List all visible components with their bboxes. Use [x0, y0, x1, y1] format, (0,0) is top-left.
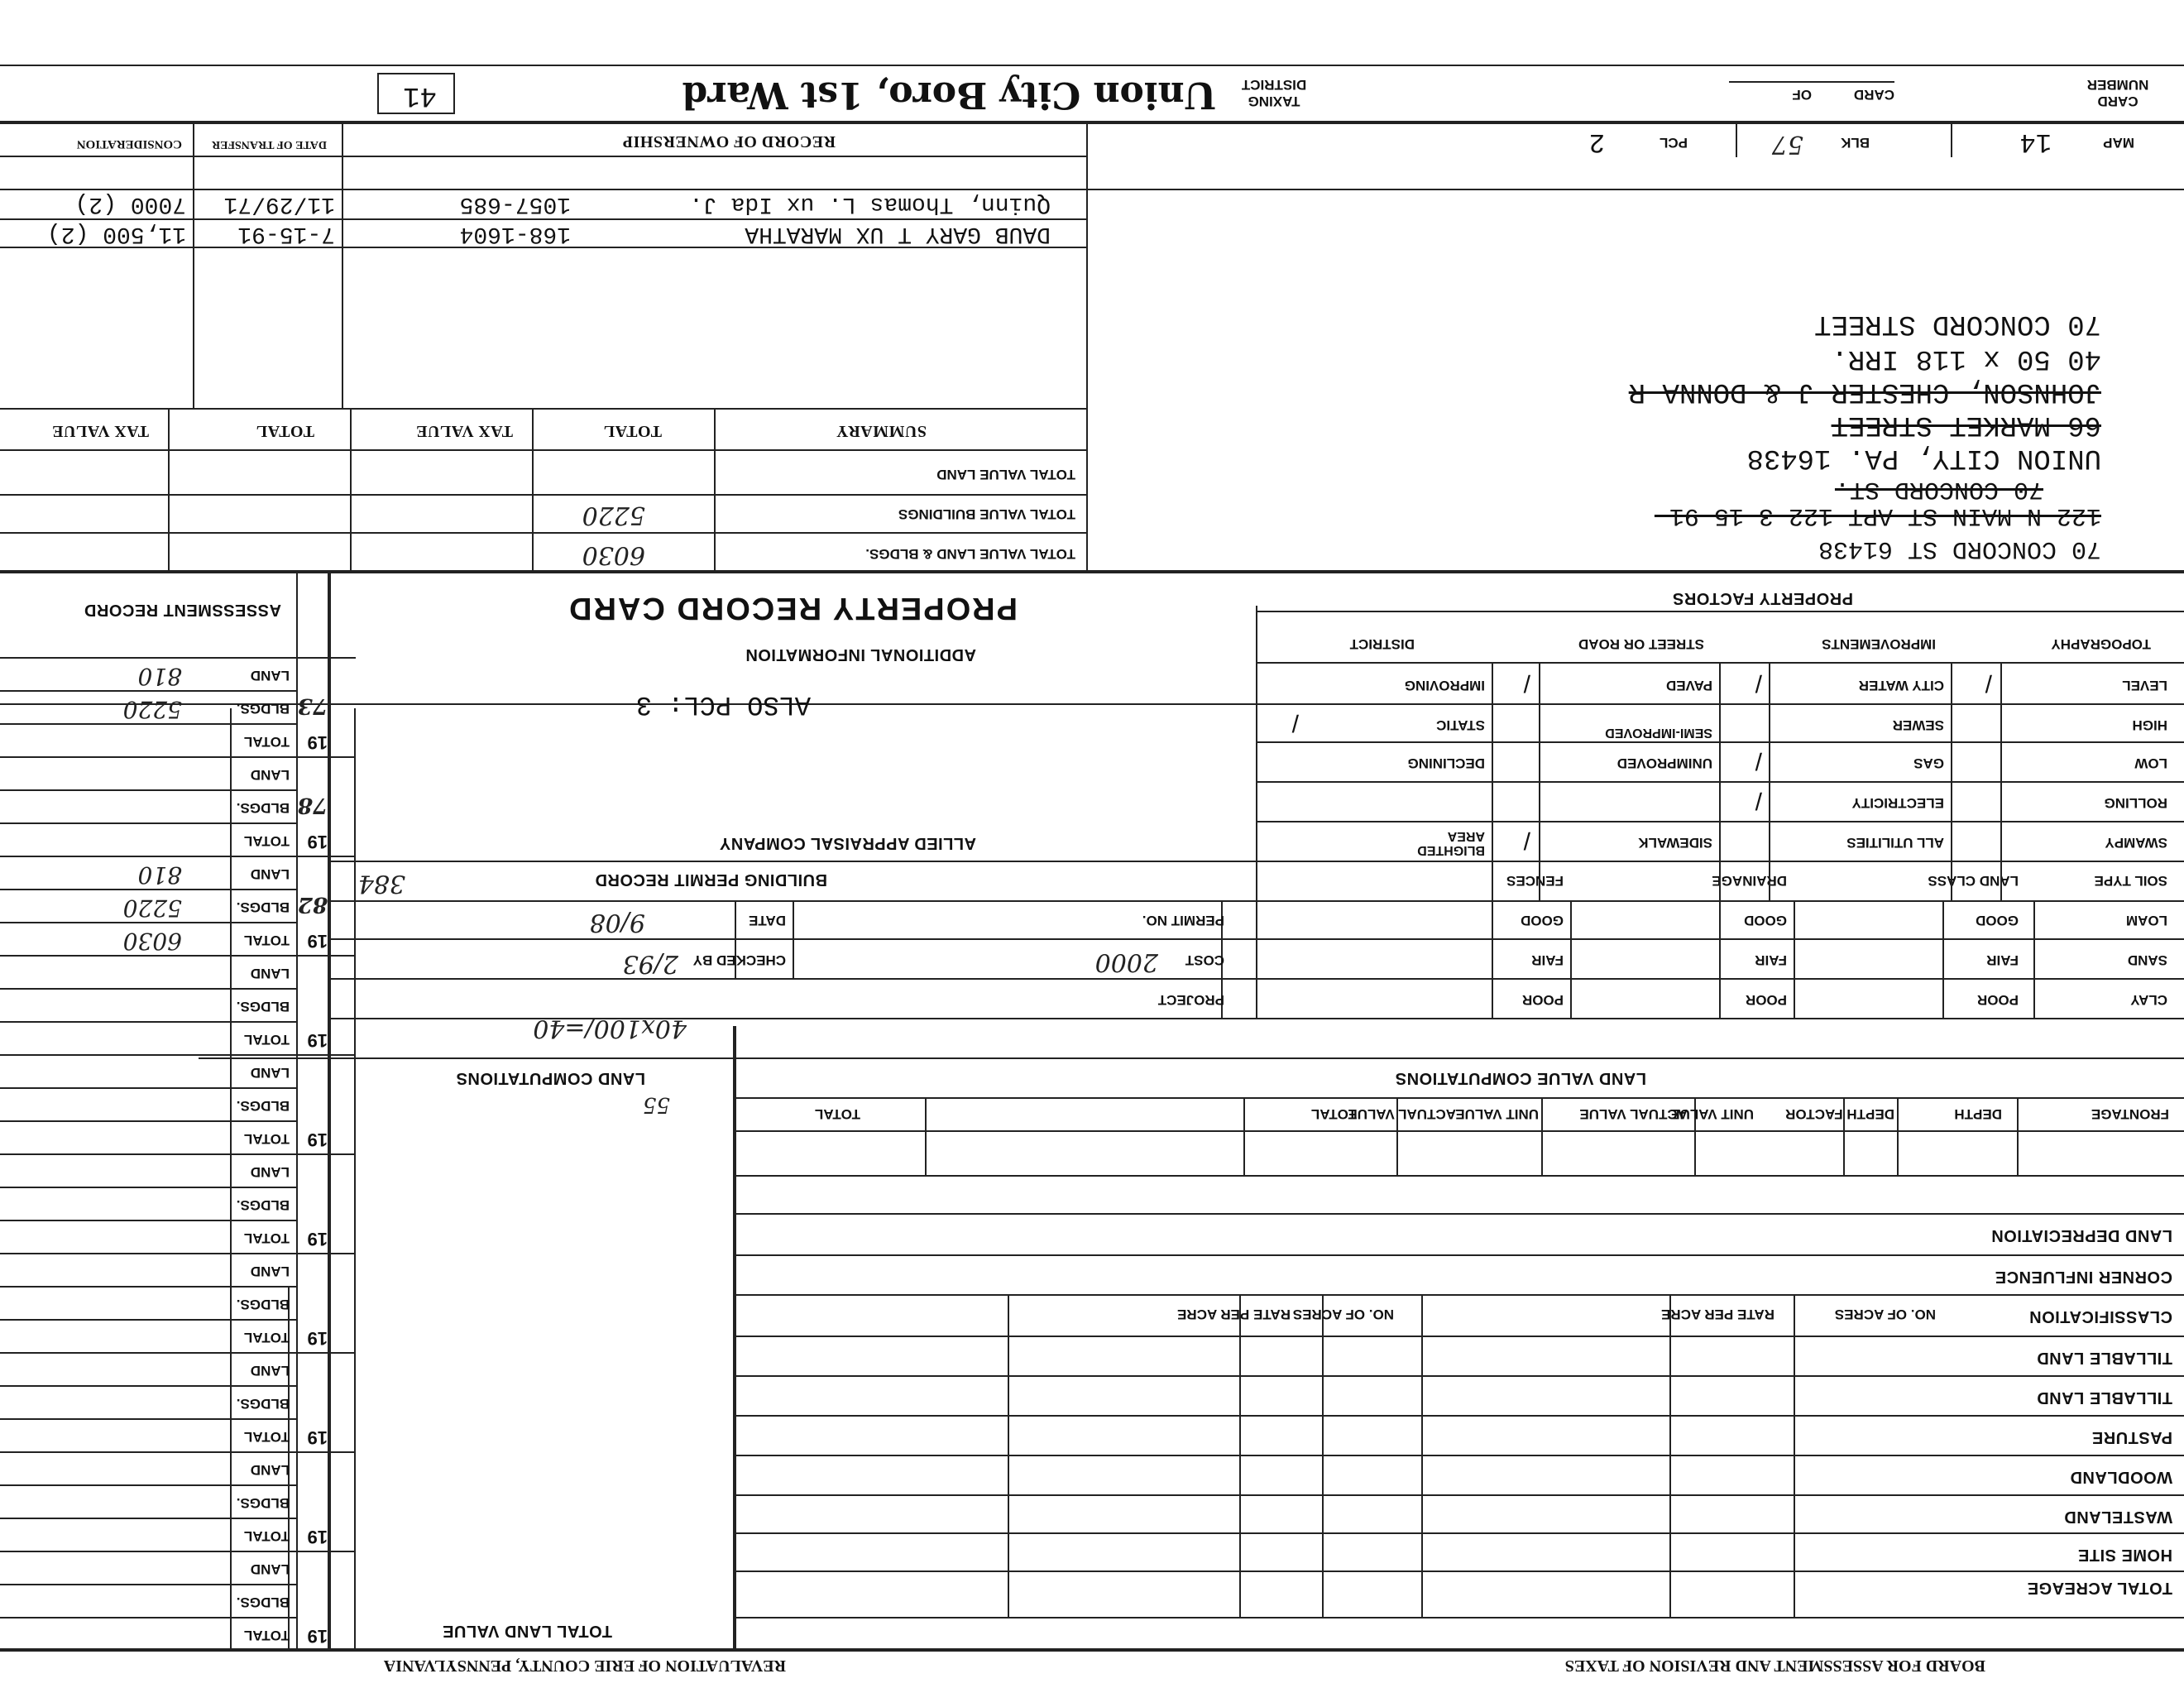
level-label: LEVEL	[2122, 678, 2167, 693]
assessment-total-label: TOTAL	[243, 1230, 290, 1246]
assessment-row-rule	[0, 1385, 298, 1387]
assessment-bldgs-label: BLDGS.	[236, 701, 290, 717]
cost-label: COST	[1185, 952, 1224, 968]
assessment-year-prefix: 19	[307, 1328, 328, 1349]
assessment-year: 82	[297, 892, 328, 917]
address-line-1: 70 CONCORD ST 61438	[1818, 535, 2101, 563]
wasteland-label: WASTELAND	[2063, 1508, 2172, 1526]
district-header: DISTRICT	[1349, 636, 1415, 652]
land-value-computations-title: LAND VALUE COMPUTATIONS	[1395, 1069, 1646, 1087]
declining-label: DECLINING	[1407, 755, 1485, 771]
rate-per-acre-header-1: RATE PER ACRE	[1661, 1307, 1774, 1322]
building-permit-title: BUILDING PERMIT RECORD	[595, 870, 827, 889]
address-line-4: UNION CITY, PA. 16438	[1746, 442, 2101, 473]
total-header-1: TOTAL	[1310, 1106, 1357, 1122]
card-label: CARD	[1853, 87, 1894, 103]
assessment-row-rule	[0, 1484, 298, 1486]
assessment-year-prefix: 19	[307, 832, 328, 852]
land-computations-label: LAND COMPUTATIONS	[456, 1069, 645, 1087]
paved-check-icon: /	[1523, 669, 1530, 697]
assessment-total-label: TOTAL	[243, 1528, 290, 1544]
sand-label: SAND	[2127, 952, 2167, 968]
low-label: LOW	[2134, 755, 2167, 771]
pcl-label: PCL	[1660, 135, 1688, 151]
assessment-block-rule	[0, 1352, 356, 1354]
assessment-year-prefix: 19	[307, 1229, 328, 1249]
pcl-value: 2	[1588, 127, 1605, 157]
ward-code: 41	[403, 79, 437, 111]
address-line-5: 66 MARKET STREET	[1831, 409, 2101, 440]
assessment-bldgs-label: BLDGS.	[236, 899, 290, 915]
high-label: HIGH	[2132, 717, 2167, 733]
assessment-year: 78	[297, 793, 328, 818]
assessment-block-rule	[0, 756, 356, 758]
summary-tax-value-header-2: TAX VALUE	[51, 422, 149, 440]
assessment-land-label: LAND	[250, 668, 290, 683]
consideration-header: CONSIDERATION	[76, 137, 182, 151]
level-check-icon: /	[1985, 669, 1992, 697]
permit-no-label: PERMIT NO.	[1142, 913, 1224, 928]
land-class-label: LAND CLASS	[1928, 873, 2019, 889]
assessment-land-label: LAND	[250, 1561, 290, 1577]
total-header-2: TOTAL	[814, 1106, 860, 1122]
assessment-year-prefix: 19	[307, 1427, 328, 1448]
total-value-land-label: TOTAL VALUE LAND	[936, 467, 1075, 482]
assessment-row-rule	[0, 889, 298, 890]
gas-label: GAS	[1913, 755, 1944, 771]
property-factors-title: PROPERTY FACTORS	[1672, 589, 1853, 607]
drainage-good: GOOD	[1744, 913, 1787, 928]
assessment-total-label: TOTAL	[243, 734, 290, 750]
summary-total-land-bldgs-value: 6030	[582, 540, 645, 569]
assessment-total-label: TOTAL	[243, 1330, 290, 1345]
assessment-value: 5220	[122, 696, 182, 723]
assessment-value: 5220	[122, 894, 182, 922]
total-value-buildings-label: TOTAL VALUE BUILDINGS	[898, 506, 1075, 522]
electricity-check-icon: /	[1755, 787, 1762, 814]
actual-value-header-1: ACTUAL VALUE	[1579, 1106, 1688, 1122]
assessment-value: 810	[137, 861, 182, 889]
assessment-row-rule	[0, 1220, 298, 1221]
gas-check-icon: /	[1755, 747, 1762, 774]
assessment-left-border	[328, 573, 331, 1652]
total-value-land-bldgs-label: TOTAL VALUE LAND & BLDGS.	[865, 546, 1075, 562]
assessment-total-label: TOTAL	[243, 933, 290, 948]
owner-2-name: DAUB GARY T UX MARATHA	[745, 221, 1051, 247]
land-section-right-border	[733, 1026, 736, 1652]
property-record-card-title: PROPERTY RECORD CARD	[568, 591, 1018, 626]
assessment-row-rule	[0, 1087, 298, 1089]
assessment-land-label: LAND	[250, 1164, 290, 1180]
map-value: 14	[2019, 127, 2052, 157]
static-label: STATIC	[1436, 717, 1485, 733]
project-label: PROJECT	[1157, 992, 1224, 1008]
land-class-good: GOOD	[1976, 913, 2019, 928]
assessment-row-rule	[0, 1584, 298, 1585]
swampy-label: SWAMPY	[2105, 835, 2167, 851]
assessment-record-title: ASSESSMENT RECORD	[84, 601, 281, 619]
total-land-value-label: TOTAL LAND VALUE	[442, 1622, 612, 1640]
permit-number-value: 384	[357, 869, 405, 898]
fences-label: FENCES	[1506, 873, 1564, 889]
map-label: MAP	[2103, 135, 2134, 151]
assessment-row-rule	[0, 922, 298, 923]
classification-label: CLASSIFICATION	[2028, 1307, 2172, 1326]
owner-1-book: 1057-685	[459, 191, 571, 217]
summary-total-header: TOTAL	[603, 422, 662, 440]
electricity-label: ELECTRICITY	[1851, 795, 1944, 811]
header-left-title: REVALUATION OF ERIE COUNTY, PENNSYLVANIA	[383, 1657, 786, 1675]
assessment-row-rule	[0, 1319, 298, 1321]
also-pcl-note: ALSO PCL: 3	[635, 689, 811, 720]
owner-1-name: Quinn, Thomas L. ux Ida J.	[689, 191, 1051, 217]
lower-rule	[0, 121, 2184, 124]
soil-type-label: SOIL TYPE	[2094, 873, 2167, 889]
of-label: OF	[1792, 87, 1812, 103]
static-check-icon: /	[1291, 709, 1299, 736]
assessment-row-rule	[0, 723, 298, 725]
fences-good: GOOD	[1521, 913, 1564, 928]
city-water-label: CITY WATER	[1858, 678, 1944, 693]
assessment-bldgs-label: BLDGS.	[236, 1495, 290, 1511]
fences-fair: FAIR	[1531, 952, 1564, 968]
paved-label: PAVED	[1665, 678, 1712, 693]
assessment-block-rule	[0, 1551, 356, 1552]
assessment-row-rule	[0, 1418, 298, 1420]
assessment-block-rule	[0, 856, 356, 857]
assessment-bldgs-label: BLDGS.	[236, 1396, 290, 1412]
assessment-block-rule	[0, 955, 356, 957]
assessment-bldgs-label: BLDGS.	[236, 1197, 290, 1213]
assessment-total-label: TOTAL	[243, 1628, 290, 1643]
card-number-label: CARD NUMBER	[2086, 77, 2149, 109]
date-value: 9/08	[589, 908, 645, 937]
street-or-road-header: STREET OR ROAD	[1578, 636, 1704, 652]
owner-1-date: 11/29/71	[223, 191, 335, 217]
lot-size-line: 40 50 x 118 IRR.	[1831, 343, 2101, 374]
assessment-bldgs-label: BLDGS.	[236, 999, 290, 1014]
tillable-land-label-2: TILLABLE LAND	[2036, 1349, 2172, 1367]
semi-improved-label: SEMI-IMPROVED	[1605, 726, 1712, 740]
corner-influence-label: CORNER INFLUENCE	[1995, 1268, 2172, 1286]
tillable-land-label: TILLABLE LAND	[2036, 1388, 2172, 1407]
assessment-block-rule	[0, 657, 356, 659]
frontage-header: FRONTAGE	[2091, 1106, 2169, 1122]
assessment-land-label: LAND	[250, 767, 290, 783]
additional-information-label: ADDITIONAL INFORMATION	[745, 645, 976, 664]
assessment-row-rule	[0, 789, 298, 791]
cost-value: 2000	[1094, 947, 1158, 976]
all-utilities-label: ALL UTILITIES	[1846, 835, 1944, 851]
assessment-value: 6030	[122, 928, 182, 955]
summary-total-buildings-value: 5220	[582, 501, 645, 530]
assessment-year-prefix: 19	[307, 1030, 328, 1051]
owner-2-book: 168-1604	[459, 221, 571, 247]
assessment-bldgs-label: BLDGS.	[236, 1297, 290, 1312]
summary-tax-value-header: TAX VALUE	[415, 422, 513, 440]
assessment-year: 73	[297, 693, 328, 718]
drainage-label: DRAINAGE	[1712, 873, 1787, 889]
unimproved-label: UNIMPROVED	[1616, 755, 1712, 771]
assessment-year-prefix: 19	[307, 732, 328, 753]
assessment-year-prefix: 19	[307, 1527, 328, 1547]
woodland-label: WOODLAND	[2070, 1468, 2172, 1486]
rate-per-acre-header-2: RATE PER ACRE	[1177, 1307, 1291, 1322]
assessment-block-rule	[0, 1451, 356, 1453]
assessment-bldgs-label: BLDGS.	[236, 1594, 290, 1610]
assessment-block-rule	[0, 1253, 356, 1254]
drainage-fair: FAIR	[1755, 952, 1787, 968]
assessment-row-rule	[0, 690, 298, 692]
assessment-row-rule	[0, 1286, 298, 1288]
assessment-year-prefix: 19	[307, 1129, 328, 1150]
assessment-total-label: TOTAL	[243, 833, 290, 849]
improvements-header: IMPROVEMENTS	[1822, 636, 1936, 652]
summary-title: SUMMARY	[836, 422, 927, 440]
owner-2-date: 7-15-91	[237, 221, 335, 247]
owner-name-line: JOHNSON, CHESTER J & DONNA R	[1628, 376, 2101, 407]
assessment-land-label: LAND	[250, 1462, 290, 1478]
assessment-bldgs-label: BLDGS.	[236, 1098, 290, 1114]
depth-header: DEPTH	[1954, 1106, 2002, 1122]
blighted-area-label: BLIGHTED AREA	[1417, 829, 1485, 857]
assessment-row-rule	[0, 1120, 298, 1122]
pasture-label: PASTURE	[2091, 1428, 2172, 1446]
no-of-acres-header-2: NO. OF ACRES	[1292, 1307, 1394, 1322]
assessment-row-rule	[0, 988, 298, 990]
taxing-district-name: Union City Boro, 1st Ward	[682, 74, 1216, 116]
drainage-poor: POOR	[1745, 992, 1787, 1008]
assessment-land-label: LAND	[250, 1363, 290, 1379]
header-right-title: BOARD FOR ASSESSMENT AND REVISION OF TAXES	[1564, 1657, 1985, 1675]
address-line-2: 122 N MAIN ST APT 122-3-15-91-	[1654, 501, 2101, 530]
blk-label: BLK	[1841, 135, 1870, 151]
sidewalk-label: SIDEWALK	[1638, 835, 1712, 851]
assessment-row-rule	[0, 1617, 298, 1618]
sidewalk-check-icon: /	[1523, 827, 1530, 854]
loam-label: LOAM	[2125, 913, 2167, 928]
actual-value-header-2: ACTUAL VALUE	[1348, 1106, 1456, 1122]
taxing-district-label: TAXING DISTRICT	[1241, 77, 1307, 109]
assessment-total-label: TOTAL	[243, 1131, 290, 1147]
fences-poor: POOR	[1521, 992, 1564, 1008]
owner-2-amount: 11,500 (2)	[46, 221, 186, 247]
checked-by-value: 2/93	[622, 949, 678, 978]
depth-factor-header: DEPTH FACTOR	[1785, 1106, 1894, 1122]
sewer-label: SEWER	[1892, 717, 1944, 733]
city-water-check-icon: /	[1755, 669, 1762, 697]
assessment-row-rule	[0, 1187, 298, 1188]
home-site-label: HOME SITE	[2077, 1546, 2172, 1564]
owner-1-amount: 7000 (2)	[74, 191, 186, 217]
assessment-year-prefix: 19	[307, 1626, 328, 1647]
land-depreciation-label: LAND DEPRECIATION	[1990, 1226, 2172, 1244]
assessment-row-rule	[0, 1021, 298, 1023]
property-address-line: 70 CONCORD STREET	[1814, 308, 2101, 339]
land-comp-note-1: 40x100/=40	[533, 1014, 687, 1043]
summary-total-header-2: TOTAL	[256, 422, 314, 440]
unit-value-header-1: UNIT VALUE	[1670, 1106, 1754, 1122]
assessment-land-label: LAND	[250, 966, 290, 981]
no-of-acres-header-1: NO. OF ACRES	[1834, 1307, 1936, 1322]
topography-header: TOPOGRAPHY	[2051, 636, 2151, 652]
assessment-value: 810	[137, 663, 182, 690]
land-class-poor: POOR	[1976, 992, 2019, 1008]
assessment-land-label: LAND	[250, 1065, 290, 1081]
ward-code-box	[377, 73, 455, 114]
date-label: DATE	[748, 913, 786, 928]
assessment-total-label: TOTAL	[243, 1429, 290, 1445]
unit-value-header-2: UNIT VALUE	[1455, 1106, 1539, 1122]
assessment-row-rule	[0, 1518, 298, 1519]
assessment-row-rule	[0, 822, 298, 824]
assessment-land-label: LAND	[250, 866, 290, 882]
assessment-total-label: TOTAL	[243, 1032, 290, 1048]
clay-label: CLAY	[2130, 992, 2167, 1008]
footer-rule	[0, 65, 2184, 66]
assessment-block-rule	[0, 1054, 356, 1056]
assessment-block-rule	[0, 1153, 356, 1155]
address-line-3: 70 CONCORD ST.	[1834, 475, 2043, 503]
assessment-year-prefix: 19	[307, 931, 328, 952]
improving-label: IMPROVING	[1404, 678, 1485, 693]
date-of-transfer-header: DATE OF TRANSFER	[212, 138, 327, 151]
blk-value: 57	[1771, 130, 1803, 159]
checked-by-label: CHECKED BY	[692, 952, 786, 968]
assessment-bldgs-label: BLDGS.	[236, 800, 290, 816]
total-acreage-label: TOTAL ACREAGE	[2027, 1579, 2172, 1597]
rolling-label: ROLLING	[2104, 795, 2167, 811]
record-of-ownership-title: RECORD OF OWNERSHIP	[622, 132, 836, 151]
assessment-land-label: LAND	[250, 1264, 290, 1279]
land-class-fair: FAIR	[1986, 952, 2019, 968]
appraisal-company: ALLIED APPRAISAL COMPANY	[719, 834, 976, 852]
land-comp-note-2: 55	[642, 1092, 670, 1117]
